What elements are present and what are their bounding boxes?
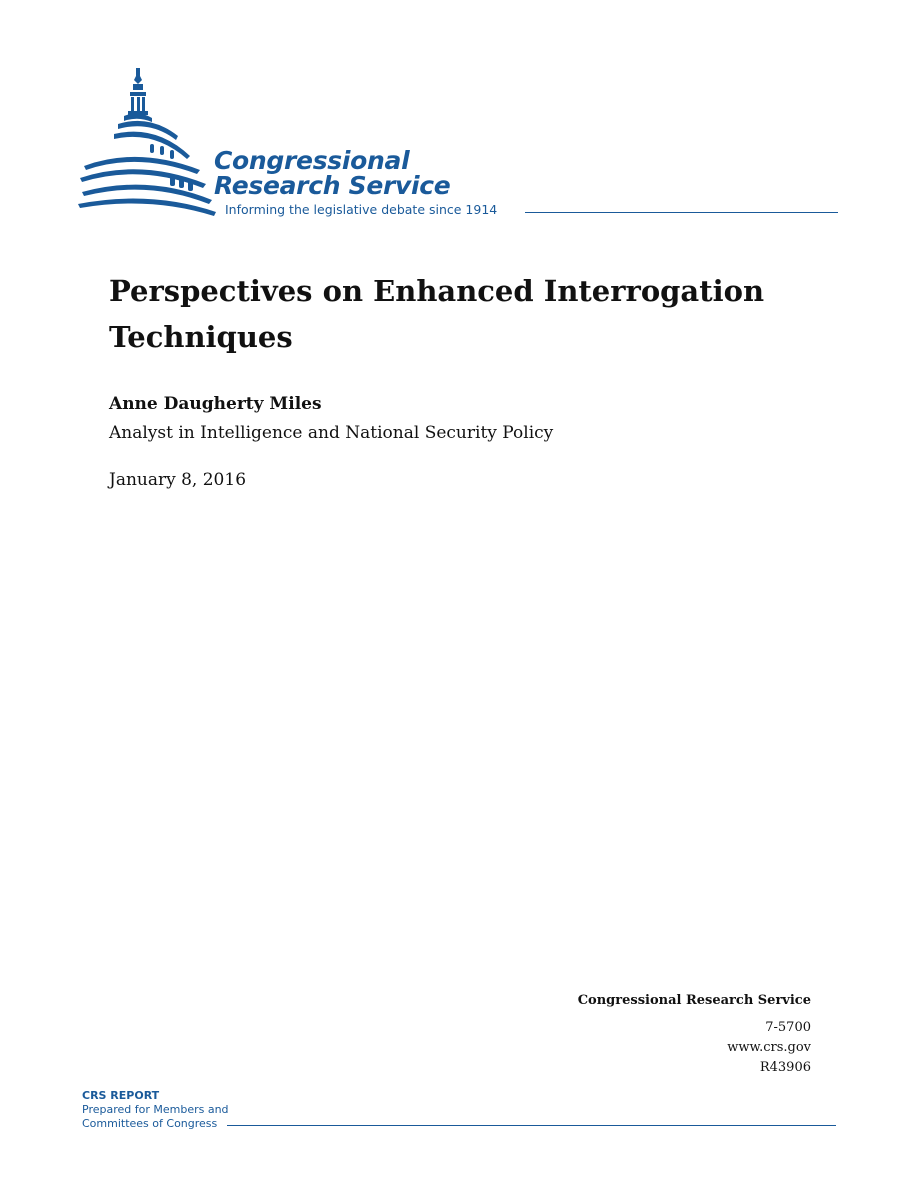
author-name: Anne Daugherty Miles xyxy=(109,394,322,414)
footer-label: CRS REPORT xyxy=(82,1089,160,1102)
footer-divider xyxy=(227,1125,836,1126)
crs-code: 7-5700 xyxy=(765,1020,811,1035)
logo-divider xyxy=(525,212,838,213)
report-number: R43906 xyxy=(759,1060,811,1075)
footer-line-2: Committees of Congress xyxy=(82,1117,218,1130)
crs-website: www.crs.gov xyxy=(727,1040,811,1055)
capitol-dome-icon xyxy=(78,66,218,216)
logo-tagline: Informing the legislative debate since 1914 xyxy=(225,202,498,217)
author-role: Analyst in Intelligence and National Security Policy xyxy=(109,423,554,443)
logo-line-research-service: Research Service xyxy=(214,171,451,200)
crs-logo xyxy=(78,66,838,226)
footer-line-1: Prepared for Members and xyxy=(82,1103,229,1116)
publication-date: January 8, 2016 xyxy=(109,470,247,490)
logo-line-congressional: Congressional xyxy=(214,146,410,175)
crs-org-name: Congressional Research Service xyxy=(577,993,811,1008)
crs-info-block xyxy=(578,993,811,1078)
document-title: Perspectives on Enhanced Interrogation Techniques xyxy=(109,274,765,354)
crs-report-footer xyxy=(82,1089,836,1133)
